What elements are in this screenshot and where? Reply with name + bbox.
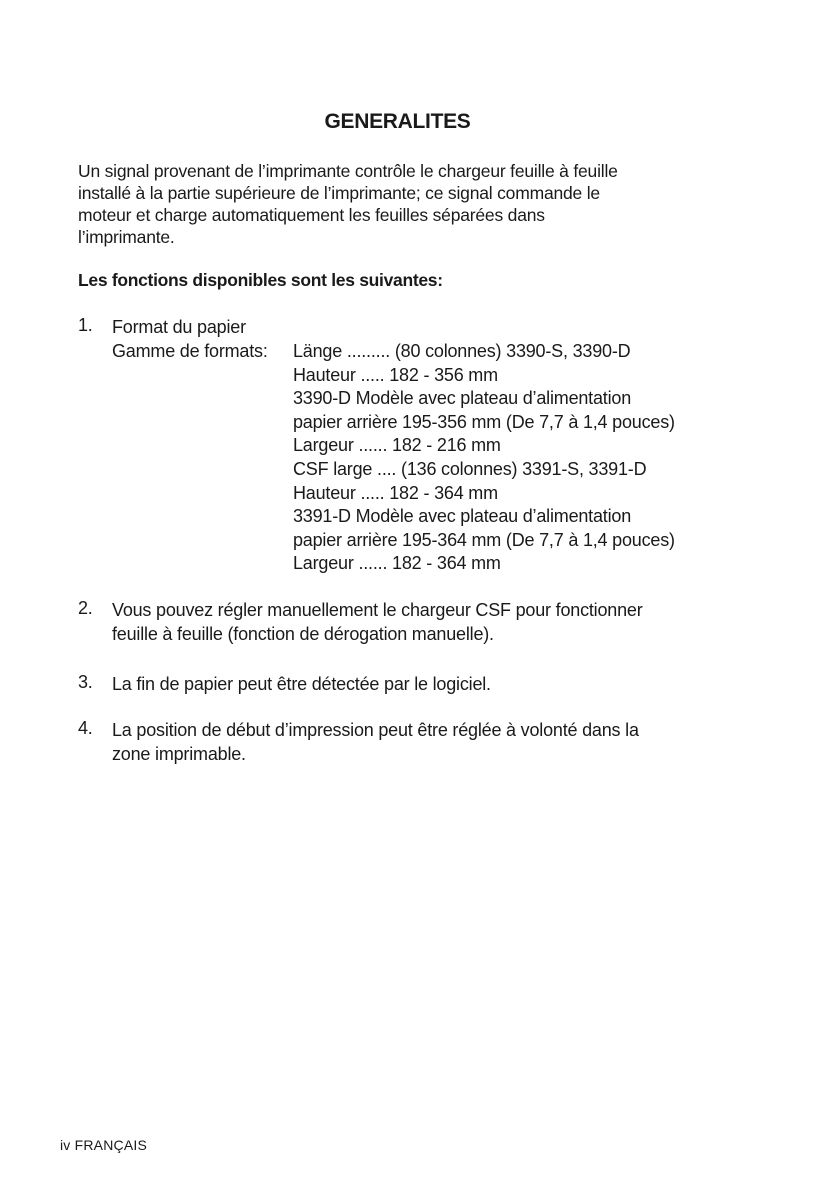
intro-line: moteur et charge automatiquement les feuilles séparées dans — [78, 205, 545, 225]
spec-label: Gamme de formats: — [112, 341, 268, 361]
spec-lines — [293, 339, 675, 575]
spec-line: papier arrière 195-356 mm (De 7,7 à 1,4 pouces) — [293, 411, 675, 432]
item-body — [112, 315, 675, 574]
item-line: feuille à feuille (fonction de dérogation manuelle). — [112, 624, 494, 644]
intro-line: Un signal provenant de l’imprimante contrôle le chargeur feuille à feuille — [78, 161, 618, 181]
item-title: Format du papier — [112, 317, 246, 337]
spec-line: Largeur ...... 182 - 364 mm — [293, 553, 501, 574]
item-number: 4. — [78, 718, 93, 738]
page-footer: iv FRANÇAIS — [60, 1137, 147, 1153]
item-body — [112, 672, 491, 696]
functions-heading: Les fonctions disponibles sont les suivantes: — [78, 270, 443, 290]
intro-paragraph — [78, 160, 718, 248]
item-line: La fin de papier peut être détectée par le logiciel. — [112, 674, 491, 694]
spec-line: Largeur ...... 182 - 216 mm — [293, 435, 501, 456]
spec-line: CSF large .... (136 colonnes) 3391-S, 3391-D — [293, 458, 647, 479]
spec-line: papier arrière 195-364 mm (De 7,7 à 1,4 pouces) — [293, 529, 675, 550]
item-line: Vous pouvez régler manuellement le chargeur CSF pour fonctionner — [112, 600, 643, 620]
item-body — [112, 718, 639, 766]
item-number: 3. — [78, 672, 93, 692]
intro-line: l’imprimante. — [78, 227, 175, 247]
item-body — [112, 598, 643, 646]
spec-line: 3391-D Modèle avec plateau d’alimentation — [293, 506, 632, 527]
item-number: 2. — [78, 598, 93, 618]
spec-line: Hauteur ..... 182 - 364 mm — [293, 482, 498, 503]
item-number: 1. — [78, 315, 93, 335]
spec-line: Hauteur ..... 182 - 356 mm — [293, 364, 498, 385]
spec-line: Länge ......... (80 colonnes) 3390-S, 3390-D — [293, 341, 631, 361]
spec-line: 3390-D Modèle avec plateau d’alimentation — [293, 388, 632, 409]
item-line: La position de début d’impression peut être réglée à volonté dans la — [112, 720, 639, 740]
intro-line: installé à la partie supérieure de l’imprimante; ce signal commande le — [78, 183, 600, 203]
item-line: zone imprimable. — [112, 744, 246, 764]
page-title: GENERALITES — [324, 110, 471, 133]
